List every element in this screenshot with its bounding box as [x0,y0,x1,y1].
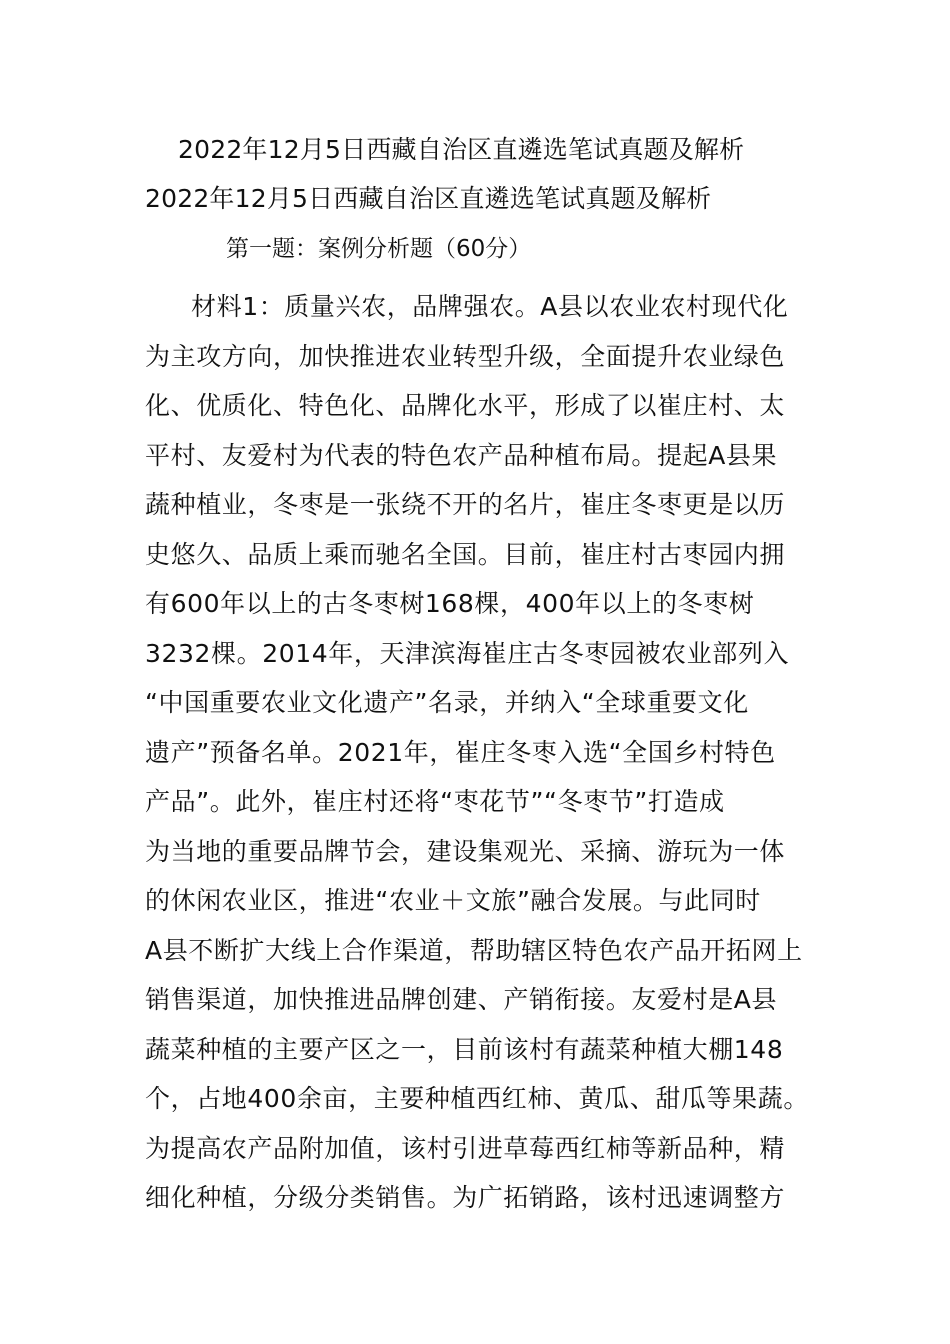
paragraph-line: A县不断扩大线上合作渠道，帮助辖区特色农产品开拓网上 [145,935,803,965]
paragraph-line: 化、优质化、特色化、品牌化水平，形成了以崔庄村、太 [145,391,786,420]
paragraph-line: 材料1：质量兴农，品牌强农。A县以农业农村现代化 [191,292,789,321]
paragraph-line: 蔬种植业，冬枣是一张绕不开的名片，崔庄冬枣更是以历 [145,490,786,519]
paragraph-line: 的休闲农业区，推进“农业＋文旅”融合发展。与此同时 [145,886,761,915]
paragraph-line: 有600年以上的古冬枣树168棵，400年以上的冬枣树 [145,589,755,618]
paragraph-line: 细化种植，分级分类销售。为广拓销路，该村迅速调整方 [145,1183,786,1212]
paragraph-line: 史悠久、品质上乘而驰名全国。目前，崔庄村古枣园内拥 [145,539,786,569]
question-heading: 第一题：案例分析题（60分） [226,236,532,262]
paragraph-line: 为当地的重要品牌节会，建设集观光、采摘、游玩为一体 [145,836,786,866]
paragraph-line: “中国重要农业文化遗产”名录，并纳入“全球重要文化 [145,688,749,717]
document-title: 2022年12月5日西藏自治区直遴选笔试真题及解析 [178,135,745,164]
material-paragraph [145,282,845,1223]
paragraph-line: 遗产”预备名单。2021年，崔庄冬枣入选“全国乡村特色 [145,737,776,767]
paragraph-line: 为主攻方向，加快推进农业转型升级，全面提升农业绿色 [145,341,786,371]
paragraph-line: 平村、友爱村为代表的特色农产品种植布局。提起A县果 [145,440,778,470]
paragraph-line: 销售渠道，加快推进品牌创建、产销衔接。友爱村是A县 [145,985,778,1014]
paragraph-line: 为提高农产品附加值，该村引进草莓西红柿等新品种，精 [145,1133,786,1163]
paragraph-line: 蔬菜种植的主要产区之一，目前该村有蔬菜种植大棚148 [145,1034,784,1064]
paragraph-line: 个，占地400余亩，主要种植西红柿、黄瓜、甜瓜等果蔬。 [145,1084,809,1113]
document-title-repeat: 2022年12月5日西藏自治区直遴选笔试真题及解析 [145,184,712,213]
paragraph-line: 产品”。此外，崔庄村还将“枣花节”“冬枣节”打造成 [145,787,725,816]
paragraph-line: 3232棵。2014年，天津滨海崔庄古冬枣园被农业部列入 [145,638,790,668]
